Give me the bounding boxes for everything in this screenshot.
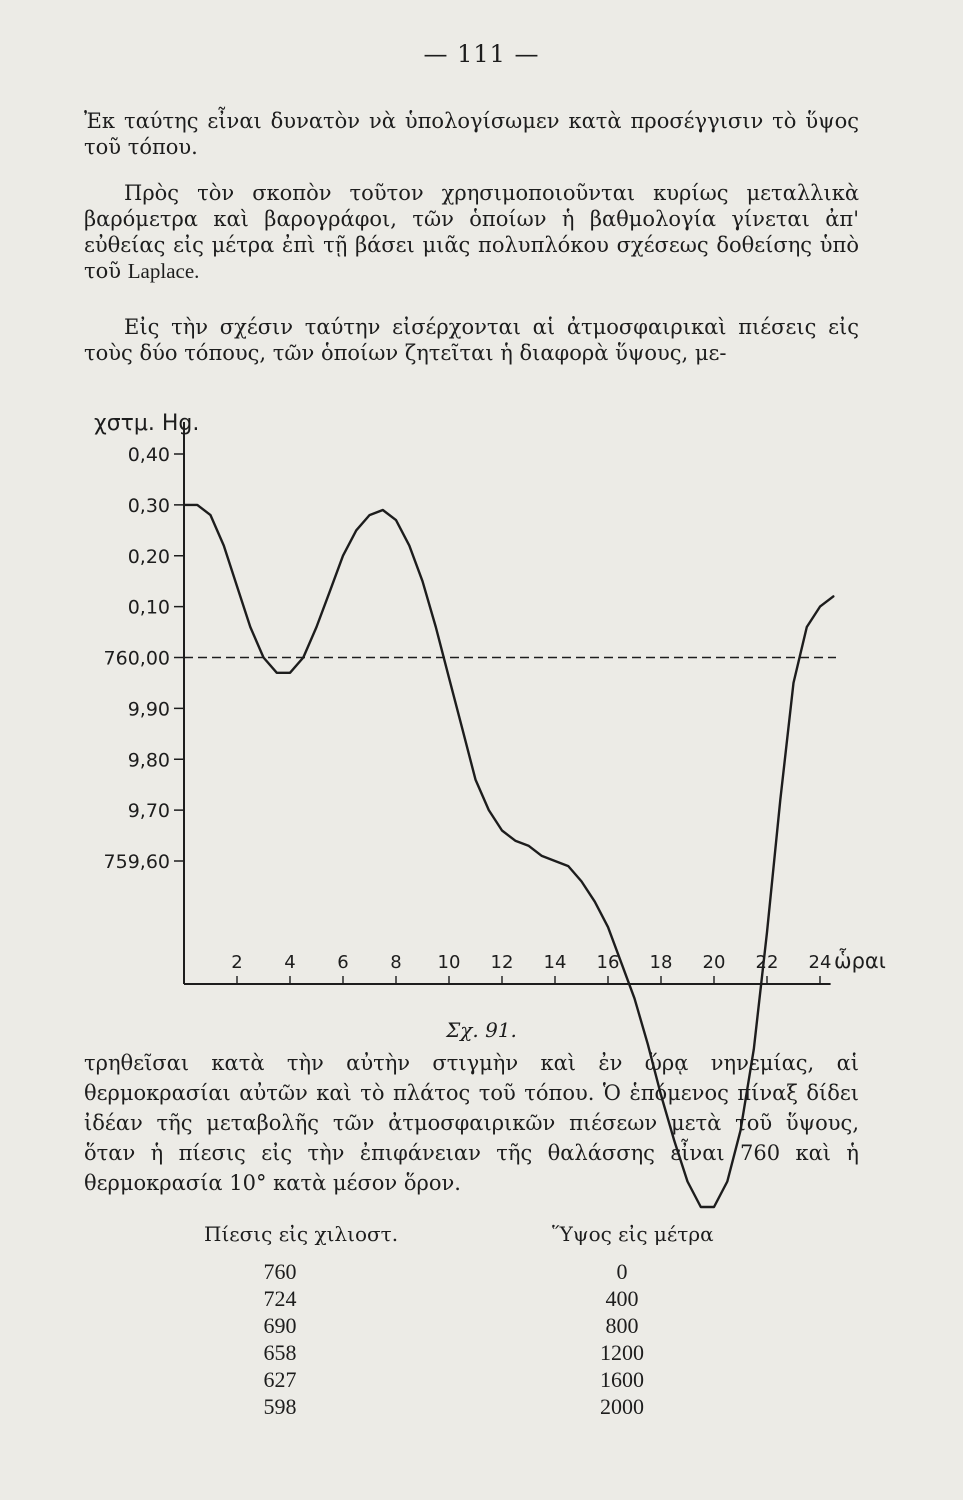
paragraph-3-text: Εἰς τὴν σχέσιν ταύτην εἰσέρχονται αἱ ἀτμοσφαιρικαὶ πιέσεις εἰς τοὺς δύο τόπους, τῶν ὁποίων ζητεῖται ἡ διαφορὰ ὕψους, με- — [84, 315, 859, 365]
page-number: — 111 — — [423, 40, 540, 68]
x-tick-label: 14 — [543, 952, 567, 973]
paragraph-4 — [84, 1048, 859, 1198]
x-tick-label: 18 — [649, 952, 673, 973]
y-tick-label: 0,40 — [127, 444, 170, 466]
y-tick-label: 9,70 — [127, 800, 170, 823]
paragraph-3 — [84, 314, 859, 366]
x-tick-label: 6 — [337, 952, 349, 973]
table-header-height: Ὕψος εἰς μέτρα — [552, 1222, 714, 1246]
table-cell-height: 1200 — [600, 1340, 644, 1365]
y-tick-label: 9,90 — [127, 698, 170, 721]
x-tick-label: 4 — [284, 952, 296, 973]
table-cell-height: 0 — [616, 1259, 628, 1284]
y-ticks — [104, 444, 184, 873]
table-cell-pressure: 760 — [263, 1259, 297, 1284]
table-cell-height: 2000 — [600, 1394, 644, 1419]
x-tick-label: 22 — [755, 952, 779, 973]
chart-axes — [184, 422, 831, 984]
x-tick-label: 10 — [437, 952, 461, 973]
y-tick-label: 0,30 — [127, 494, 170, 517]
x-tick-label: 8 — [390, 952, 402, 973]
table-cell-height: 800 — [605, 1313, 639, 1338]
table-cell-pressure: 658 — [263, 1340, 297, 1365]
table-cell-height: 1600 — [600, 1367, 644, 1392]
figure-caption: Σχ. 91. — [446, 1018, 517, 1042]
table-header-pressure: Πίεσις εἰς χιλιοστ. — [204, 1222, 399, 1246]
y-tick-label: 759,60 — [103, 851, 170, 873]
paragraph-2-greek: Πρὸς τὸν σκοπὸν τοῦτον χρησιμοποιοῦνται κυρίως μεταλλικὰ βαρόμετρα καὶ βαρογράφοι, τῶν ὁποίων ἡ βαθμολογία γίνεται ἀπ' εὐθείας εἰς μέτρα ἐπὶ τῇ βάσει μιᾶς πολυπλόκου σχέσεως δοθείσης ὑπὸ τοῦ — [84, 181, 859, 283]
x-tick-label: 16 — [596, 952, 620, 973]
paragraph-1 — [84, 108, 859, 160]
table-cell-pressure: 627 — [263, 1367, 297, 1392]
pressure-chart — [84, 404, 914, 1004]
paragraph-2-latin: Laplace. — [127, 259, 200, 283]
table-column-height — [562, 1258, 682, 1420]
x-axis-label: ὧραι — [834, 949, 886, 973]
y-tick-label: 760,00 — [103, 647, 170, 670]
paragraph-2-text — [84, 180, 859, 284]
x-tick-label: 24 — [808, 952, 832, 973]
paragraph-1-text: Ἐκ ταύτης εἶναι δυνατὸν νὰ ὑπολογίσωμεν κατὰ προσέγγισιν τὸ ὕψος τοῦ τόπου. — [84, 109, 859, 159]
table-cell-height: 400 — [605, 1286, 639, 1311]
x-ticks — [231, 952, 831, 984]
y-tick-label: 9,80 — [127, 749, 170, 772]
paragraph-2 — [84, 180, 859, 284]
x-tick-label: 20 — [702, 952, 726, 973]
y-tick-label: 0,20 — [127, 545, 170, 568]
table-cell-pressure: 598 — [263, 1394, 297, 1419]
table-cell-pressure: 690 — [263, 1313, 297, 1338]
y-axis-label: χστμ. Hg. — [94, 411, 200, 436]
x-tick-label: 2 — [231, 952, 243, 973]
y-tick-label: 0,10 — [127, 596, 170, 619]
paragraph-4-text: τρηθεῖσαι κατὰ τὴν αὐτὴν στιγμὴν καὶ ἐν ὥρᾳ νηνεμίας, αἱ θερμοκρασίαι αὐτῶν καὶ τὸ πλάτος τοῦ τόπου. Ὁ ἑπόμενος πίναξ δίδει ἰδέαν τῆς μεταβολῆς τῶν ἀτμοσφαιρικῶν πιέσεων μετὰ τοῦ ὕψους, ὅταν ἡ πίεσις εἰς τὴν ἐπιφάνειαν τῆς θαλάσσης εἶναι 760 καὶ ἡ θερμοκρασία 10° κατὰ μέσον ὅρον. — [84, 1051, 859, 1195]
x-tick-label: 12 — [490, 952, 514, 973]
table-column-pressure — [220, 1258, 340, 1420]
table-cell-pressure: 724 — [263, 1286, 297, 1311]
